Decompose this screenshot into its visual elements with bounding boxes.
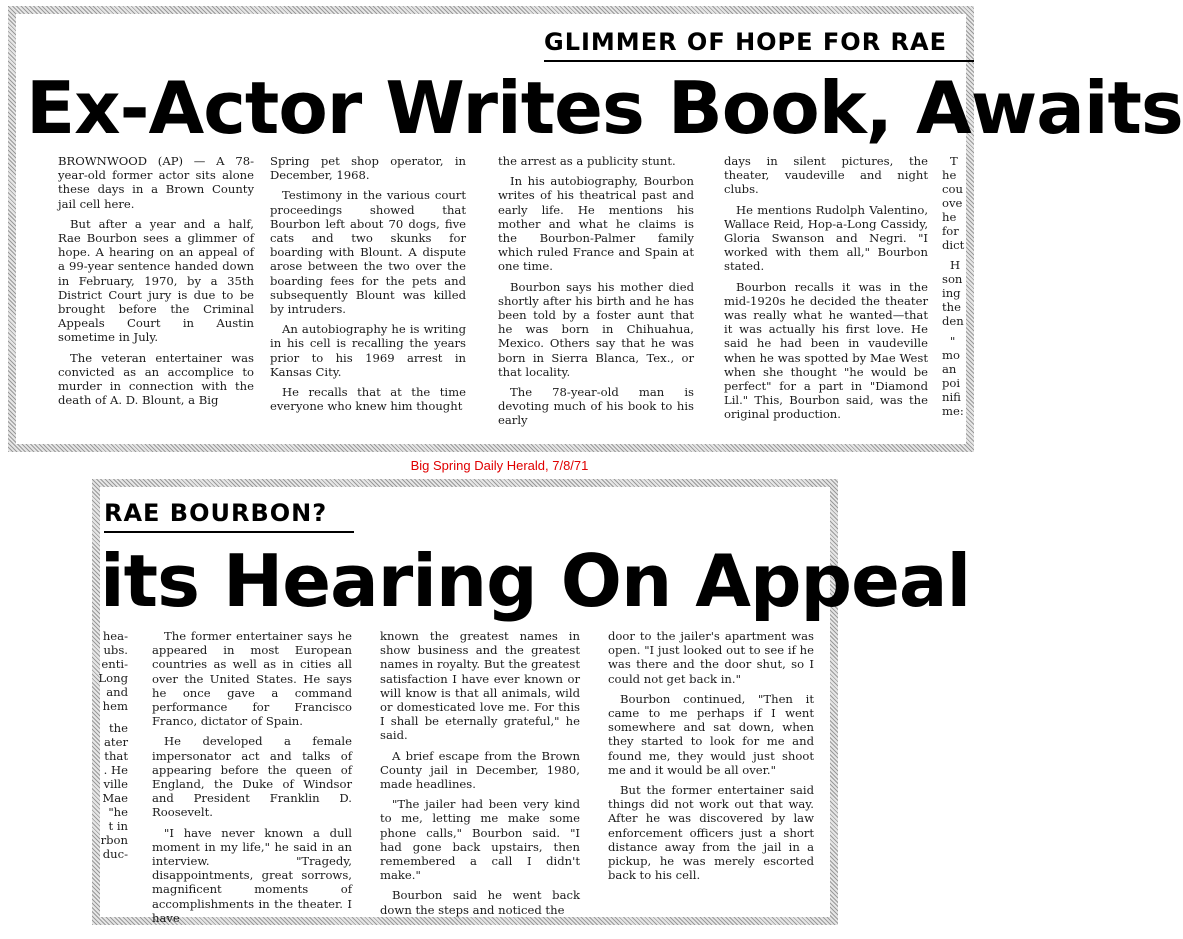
fragment: the [942,300,961,314]
fragment: hem [102,699,128,713]
bottom-headline: its Hearing On Appeal [100,539,971,623]
source-caption: Big Spring Daily Herald, 7/8/71 [410,458,589,473]
paragraph: Bourbon said he went back down the steps and noticed the [380,888,580,917]
paragraph: An autobiography he is writing in his cell is recalling the years prior to his 1969 arrest in Kansas City. [270,322,466,379]
paragraph: door to the jailer's apartment was open. "I just looked out to see if he was there and the door shut, so I could not get back in." [608,629,814,686]
paragraph: "The jailer had been very kind to me, letting me make some phone calls," Bourbon said. "I had gone back upstairs, then remembered a call I didn't make." [380,797,580,883]
paragraph: "I have never known a dull moment in my life," he said in an interview. "Tragedy, disappointments, great sorrows, magnificent moments of accomplishments in the theater. I have [152,825,352,925]
fragment: he [942,168,957,182]
fragment: ing [942,286,961,300]
fragment: ubs. [103,643,128,657]
top-column-1 [58,154,254,413]
fragment: " [950,334,956,348]
paragraph: known the greatest names in show business and the greatest names in royalty. But the greatest satisfaction I have ever known or will know is that all animals, wild or domesticated love me. For this I shall be eternally grateful," he said. [380,629,580,743]
fragment: and [106,685,128,699]
paragraph: But the former entertainer said things did not work out that way. After he was discovered by law enforcement officers just a short distance away from the jail in a pickup, he was merely escorted back to his cell. [608,783,814,883]
paragraph: Bourbon recalls it was in the mid-1920s he decided the theater was really what he wanted—that it was actually his first love. He said he had been in vaudeville when he was spotted by Mae West when she thought "he would be perfect" for a part in "Diamond Lil." This, Bourbon said, was the original production. [724,279,928,422]
fragment: for [942,224,959,238]
paragraph: BROWNWOOD (AP) — A 78-year-old former actor sits alone these days in a Brown County jail cell here. [58,154,254,211]
fragment: poi [942,376,961,390]
fragment: H [950,258,961,272]
fragment: that [104,749,128,763]
paragraph: The former entertainer says he appeared in most European countries as well as in cities all over the United States. He says he once gave a command performance for Francisco Franco, dictator of Spain. [152,629,352,729]
paragraph: Bourbon continued, "Then it came to me perhaps if I went somewhere and sat down, when they started to look for me and found me, they would just shoot me and it would be all over." [608,691,814,777]
top-column-2 [270,154,466,419]
fragment: me: [942,404,964,418]
paragraph: The 78-year-old man is devoting much of his book to his early [498,385,694,428]
paragraph: The veteran entertainer was convicted as an accomplice to murder in connection with the death of A. D. Blount, a Big [58,350,254,408]
paragraph: But after a year and a half, Rae Bourbon sees a glimmer of hope. A hearing on an appeal of a 99-year sentence handed down in February, 1970, by a 35th District Court jury is due to be brought before the Criminal Appeals Court in Austin sometime in July. [58,216,254,345]
fragment: he [942,210,957,224]
paragraph: days in silent pictures, the theater, vaudeville and night clubs. [724,154,928,197]
top-headline: Ex-Actor Writes Book, Awaits [26,66,1183,150]
fragment: cou [942,182,963,196]
fragment: mo [942,348,960,362]
bottom-column-2 [380,629,580,923]
fragment: duc- [102,847,128,861]
fragment: hea- [102,629,128,643]
fragment: T [950,154,958,168]
paragraph: Testimony in the various court proceedings showed that Bourbon left about 70 dogs, five cats and two skunks for boarding with Blount. A dispute arose between the two over the boarding fees for the pets and subsequently Blount was killed by intruders. [270,188,466,317]
fragment: enti- [101,657,128,671]
fragment: dict [942,238,965,252]
fragment: an [942,362,957,376]
fragment: rbon [100,833,128,847]
top-column-4 [724,154,928,428]
fragment: nifi [942,390,961,404]
top-clipping [16,14,1183,444]
paragraph: the arrest as a publicity stunt. [498,154,676,168]
bottom-column-0 [100,629,130,909]
paragraph: He developed a female impersonator act and talks of appearing before the queen of England, the Duke of Windsor and President Franklin D. Roosevelt. [152,734,352,820]
paragraph: Bourbon says his mother died shortly after his birth and he has been told by a foster aunt that he was born in Chihuahua, Mexico. Others say that he was born in Sierra Blanca, Tex., or that locality. [498,279,694,379]
paragraph: A brief escape from the Brown County jail in December, 1980, made headlines. [380,748,580,792]
fragment: Long [98,671,128,685]
bottom-column-1 [152,629,352,931]
bottom-column-3 [608,629,814,888]
fragment: ater [104,735,128,749]
fragment: t in [108,819,128,833]
fragment: Mae [102,791,128,805]
fragment: ove [942,196,963,210]
fragment: "he [108,805,128,819]
paragraph: He mentions Rudolph Valentino, Wallace Reid, Hop-a-Long Cassidy, Gloria Swanson and Negri. "I worked with them all," Bourbon stated. [724,202,928,274]
bottom-kicker: RAE BOURBON? [104,499,328,527]
fragment: son [942,272,963,286]
top-column-5 [942,154,966,444]
paragraph: Spring pet shop operator, in December, 1968. [270,154,466,183]
paragraph: In his autobiography, Bourbon writes of his theatrical past and early life. He mentions his mother and what he claims is the Bourbon-Palmer family which ruled France and Spain at one time. [498,174,694,274]
top-column-3 [498,154,694,434]
fragment: ville [103,777,128,791]
bottom-clipping [98,487,971,925]
paragraph: He recalls that at the time everyone who knew him thought [270,385,466,414]
top-kicker: GLIMMER OF HOPE FOR RAE [544,28,947,56]
fragment: . He [103,763,128,777]
fragment: the [109,721,128,735]
fragment: den [942,314,964,328]
